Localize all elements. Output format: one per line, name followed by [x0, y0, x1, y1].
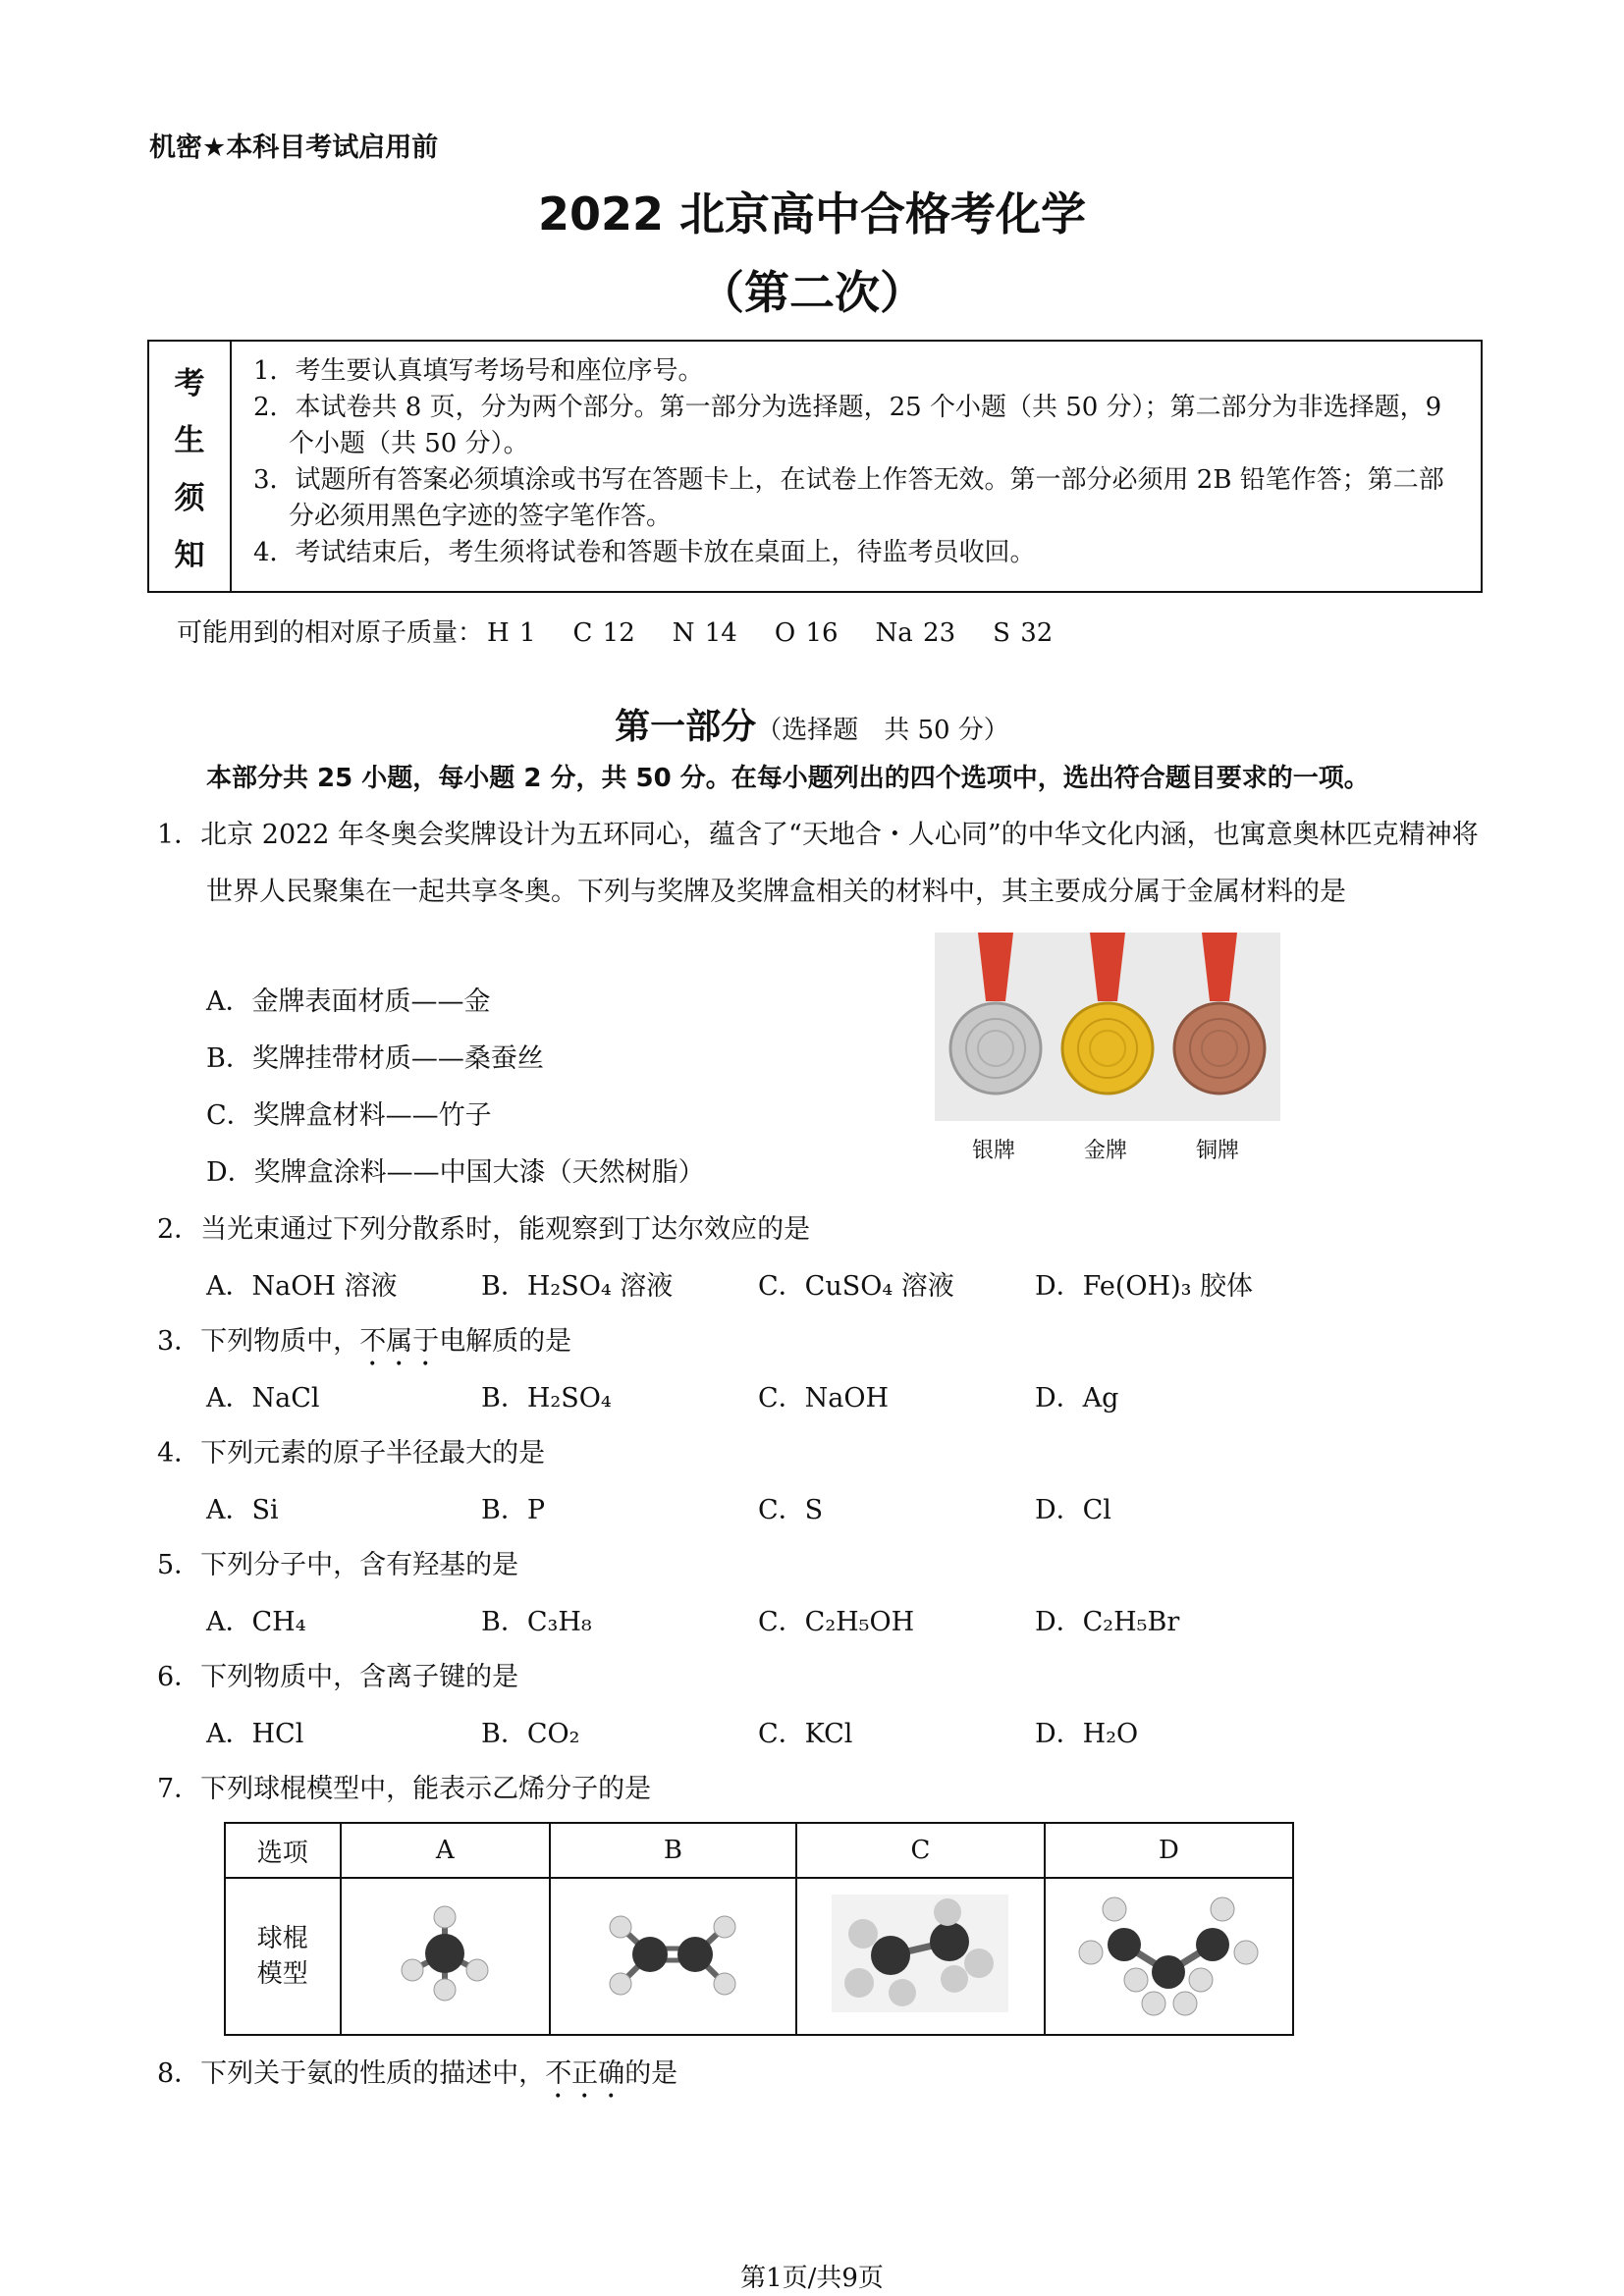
question-2-option-a: A．NaOH 溶液	[206, 1271, 398, 1302]
medal-caption-gold: 金牌	[1084, 1139, 1128, 1163]
table-row-label: 球棍模型	[225, 1878, 341, 2035]
question-4-option-b: B．P	[481, 1495, 546, 1525]
page-number: 第1页/共9页	[740, 2264, 884, 2293]
question-1-option-d: D．奖牌盒涂料——中国大漆（天然树脂）	[206, 1157, 705, 1188]
ethylene-model-icon	[550, 1878, 796, 2035]
question-5-option-b: B．C₃H₈	[481, 1607, 592, 1637]
table-header-label: 选项	[225, 1823, 341, 1878]
gold-medal-icon	[1062, 933, 1153, 1094]
question-3-option-d: D．Ag	[1035, 1383, 1119, 1414]
question-6-option-c: C．KCl	[758, 1719, 853, 1749]
medals-image	[935, 933, 1280, 1121]
atomic-mass: C 12	[572, 618, 635, 648]
notice-label	[149, 342, 232, 591]
notice-label-char: 知	[174, 538, 205, 574]
notice-item: 3．试题所有答案必须填涂或书写在答题卡上，在试卷上作答无效。第一部分必须用 2B 铅笔作答；第二部分必须用黑色字迹的签字笔作答。	[253, 465, 1444, 531]
silver-medal-icon	[950, 933, 1041, 1094]
question-2-option-c: C．CuSO₄ 溶液	[758, 1271, 954, 1302]
part-instruction: 本部分共 25 小题，每小题 2 分，共 50 分。在每小题列出的四个选项中，选出符合题目要求的一项。	[206, 764, 1370, 793]
question-1-option-b: B．奖牌挂带材质——桑蚕丝	[206, 1043, 544, 1074]
question-8-stem-pre: 8．下列关于氨的性质的描述中，	[157, 2058, 546, 2089]
notice-item: 4．考试结束后，考生须将试卷和答题卡放在桌面上，待监考员收回。	[253, 538, 1036, 567]
question-4-stem: 4．下列元素的原子半径最大的是	[157, 1438, 546, 1468]
atomic-mass: S 32	[993, 618, 1054, 648]
question-3-stem	[157, 1319, 571, 1372]
notice-label-char: 考	[174, 365, 205, 401]
question-3-option-a: A．NaCl	[206, 1383, 320, 1414]
question-7-stem: 7．下列球棍模型中，能表示乙烯分子的是	[157, 1774, 652, 1804]
question-6-option-a: A．HCl	[206, 1719, 304, 1749]
question-4-option-d: D．Cl	[1035, 1495, 1111, 1525]
notice-label-char: 须	[174, 480, 205, 516]
question-6-option-d: D．H₂O	[1035, 1719, 1139, 1749]
propane-model-icon	[1045, 1878, 1293, 2035]
question-3-emphasis: 不属于	[359, 1326, 440, 1357]
confidential-label: 机密★本科目考试启用前	[149, 133, 439, 163]
question-5-option-c: C．C₂H₅OH	[758, 1607, 915, 1637]
notice-label-char: 生	[174, 423, 205, 459]
notice-item: 1．考生要认真填写考场号和座位序号。	[253, 356, 704, 386]
question-8-stem	[157, 2052, 677, 2105]
question-4-option-c: C．S	[758, 1495, 824, 1525]
part-title: 第一部分	[615, 707, 757, 747]
table-column-c: C	[796, 1823, 1045, 1878]
medal-caption-silver: 银牌	[972, 1139, 1016, 1163]
question-3-stem-pre: 3．下列物质中，	[157, 1326, 360, 1357]
atomic-masses	[177, 613, 1090, 649]
question-6-stem: 6．下列物质中，含离子键的是	[157, 1662, 519, 1692]
table-column-b: B	[550, 1823, 796, 1878]
question-2-option-b: B．H₂SO₄ 溶液	[481, 1271, 674, 1302]
question-6-option-b: B．CO₂	[481, 1719, 580, 1749]
notice-item: 2．本试卷共 8 页，分为两个部分。第一部分为选择题，25 个小题（共 50 分）；第二部分为非选择题，9 个小题（共 50 分）。	[253, 393, 1442, 458]
ball-stick-model-table	[224, 1822, 1294, 2036]
exam-subtitle: （第二次）	[699, 266, 925, 319]
question-5-option-d: D．C₂H₅Br	[1035, 1607, 1180, 1637]
question-2-option-d: D．Fe(OH)₃ 胶体	[1035, 1271, 1254, 1302]
question-1-stem: 1．北京 2022 年冬奥会奖牌设计为五环同心，蕴含了“天地合・人心同”的中华文化内涵，也寓意奥林匹克精神将世界人民聚集在一起共享冬奥。下列与奖牌及奖牌盒相关的材料中，其主要成分属于金属材料的是	[157, 820, 1479, 907]
atomic-mass: H 1	[487, 618, 536, 648]
question-1-option-a: A．金牌表面材质——金	[206, 987, 491, 1017]
ethane-model-icon	[796, 1878, 1045, 2035]
question-3-option-b: B．H₂SO₄	[481, 1383, 612, 1414]
table-column-d: D	[1045, 1823, 1293, 1878]
medal-caption-bronze: 铜牌	[1196, 1139, 1240, 1163]
part-heading	[0, 699, 1624, 749]
part-note: （选择题 共 50 分）	[756, 716, 1009, 745]
question-5-option-a: A．CH₄	[206, 1607, 306, 1637]
atomic-mass: O 16	[774, 618, 839, 648]
question-1-option-c: C．奖牌盒材料——竹子	[206, 1100, 492, 1131]
question-3-option-c: C．NaOH	[758, 1383, 890, 1414]
question-4-option-a: A．Si	[206, 1495, 279, 1525]
atomic-mass: Na 23	[875, 618, 956, 648]
exam-title: 2022 北京高中合格考化学	[537, 187, 1087, 240]
methane-model-icon	[341, 1878, 550, 2035]
atomic-mass: N 14	[672, 618, 737, 648]
table-column-a: A	[341, 1823, 550, 1878]
bronze-medal-icon	[1174, 933, 1265, 1094]
question-8-emphasis: 不正确	[545, 2058, 625, 2089]
question-8-stem-post: 的是	[624, 2058, 678, 2089]
exam-notice-box	[147, 340, 1483, 593]
question-3-stem-post: 电解质的是	[439, 1326, 572, 1357]
question-2-stem: 2．当光束通过下列分散系时，能观察到丁达尔效应的是	[157, 1214, 811, 1245]
question-5-stem: 5．下列分子中，含有羟基的是	[157, 1550, 519, 1580]
notice-list	[253, 353, 1467, 571]
atomic-masses-label: 可能用到的相对原子质量：	[177, 618, 484, 648]
